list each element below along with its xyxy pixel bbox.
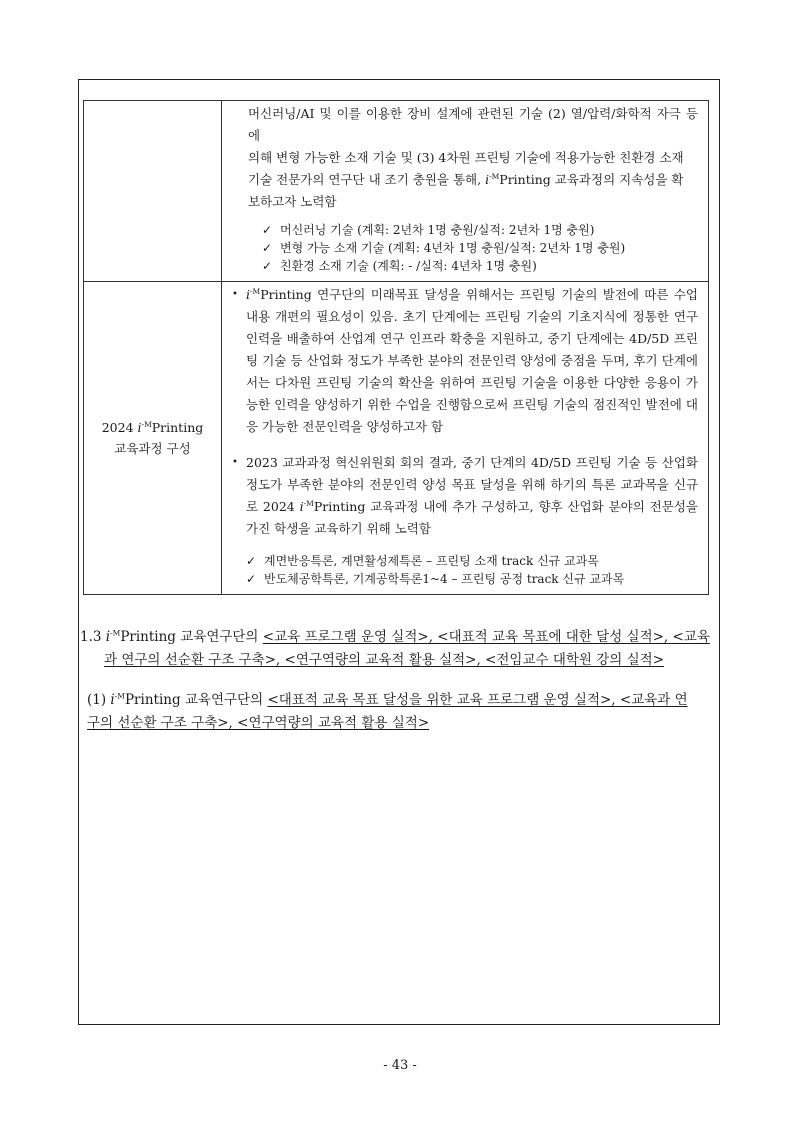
row1-para-line: 의해 변형 가능한 소재 기술 및 (3) 4차원 프린팅 기술에 적용가능한 친환경 소재 xyxy=(248,150,684,165)
subsection-1-line2: 구의 선순환 구조 구축>, <연구역량의 교육적 활용 실적> xyxy=(87,715,430,731)
bullet-icon: • xyxy=(232,289,238,300)
row1-para-line: 기술 전문가의 연구단 내 조기 충원을 통해, $i^{-M}Printing$ 교육과정의 지속성을 확 xyxy=(248,171,684,187)
row1-para-line: 머신러닝/AI 및 이를 이용한 장비 설계에 관련된 기술 (2) 열/압력/화학적 자극 등에 xyxy=(248,106,698,143)
table-row xyxy=(84,282,709,595)
list-item: ✓ 계면반응특론, 계면활성제특론 – 프린팅 소재 track 신규 교과목 xyxy=(246,554,599,568)
list-item: ✓ 반도체공학특론, 기계공학특론1~4 – 프린팅 공정 track 신규 교과목 xyxy=(246,572,625,586)
check-icon: ✓ xyxy=(262,259,273,273)
row1-check-list xyxy=(248,221,698,275)
table-row xyxy=(84,101,709,282)
section-1-3-line2: 과 연구의 선순환 구조 구축>, <연구역량의 교육적 활용 실적>, <전임교수 대학원 강의 실적> xyxy=(104,652,665,668)
check-icon: ✓ xyxy=(246,572,257,586)
section-1-3-line1: 1.3 $i^{-M}Printing$ 교육연구단의 <교육 프로그램 운영 실적>, <대표적 교육 목표에 대한 달성 실적>, <교육 xyxy=(80,628,710,645)
page-number: - 43 - xyxy=(383,1058,417,1073)
bullet-icon: • xyxy=(232,457,238,468)
curriculum-table xyxy=(83,100,709,595)
row2-check-list xyxy=(232,552,698,588)
list-item: ✓ 친환경 소재 기술 (계획: - /실적: 4년차 1명 충원) xyxy=(262,259,537,273)
row2-label-cell xyxy=(84,282,222,595)
page-frame xyxy=(78,79,720,1025)
list-item: • $i^{-M}Printing$ 연구단의 미래목표 달성을 위해서는 프린팅 기술의 발전에 따른 수업 내용 개편의 필요성이 있음. 초기 단계에는 프린팅 기술의 기초지식에 정통한 연구인력을 배출하여 산업계 연구 인프라 확충을 지원하고, 중기 단계에는 4D/5D 프린팅 기술 등 산업화 정도가 부족한 분야의 전문인력 양성에 중점을 두며, 후기 단계에서는 다차원 프린팅 기술의 확산을 위하여 프린팅 기술을 이용한 다양한 응용이 가능한 인력을 양성하기 위한 수업을 진행함으로써 프린팅 기술의 점진적인 발전에 대응 가능한 전문인력을 양성하고자 함 xyxy=(232,284,698,438)
row1-content-cell xyxy=(222,101,709,282)
check-icon: ✓ xyxy=(262,241,273,255)
list-item: ✓ 머신러닝 기술 (계획: 2년차 1명 충원/실적: 2년차 1명 충원) xyxy=(262,223,595,237)
row2-content-cell xyxy=(222,282,709,595)
list-item: ✓ 변형 가능 소재 기술 (계획: 4년차 1명 충원/실적: 2년차 1명 충원) xyxy=(262,241,626,255)
row2-label-line2: 교육과정 구성 xyxy=(114,441,191,456)
subsection-1-heading xyxy=(87,689,719,735)
check-icon: ✓ xyxy=(262,223,273,237)
row1-label-cell xyxy=(84,101,222,282)
check-icon: ✓ xyxy=(246,554,257,568)
row1-para-line: 보하고자 노력함 xyxy=(248,194,337,209)
row2-label: 2024 $i^{-M}Printing$ xyxy=(101,419,204,435)
subsection-1-line1: (1) $i^{-M}Printing$ 교육연구단의 <대표적 교육 목표 달성을 위한 교육 프로그램 운영 실적>, <교육과 연 xyxy=(87,691,688,708)
list-item: • 2023 교과과정 혁신위원회 회의 결과, 중기 단계의 4D/5D 프린팅 기술 등 산업화 정도가 부족한 분야의 전문인력 양성 목표 달성을 위해 하기의 특론 교과목을 신규로 2024 $i^{-M}Printing$ 교육과정 내에 추가 구성하고, 향후 산업화 분야의 전문성을 가진 학생을 교육하기 위해 노력함 xyxy=(232,452,698,540)
section-1-3-heading xyxy=(80,626,722,672)
